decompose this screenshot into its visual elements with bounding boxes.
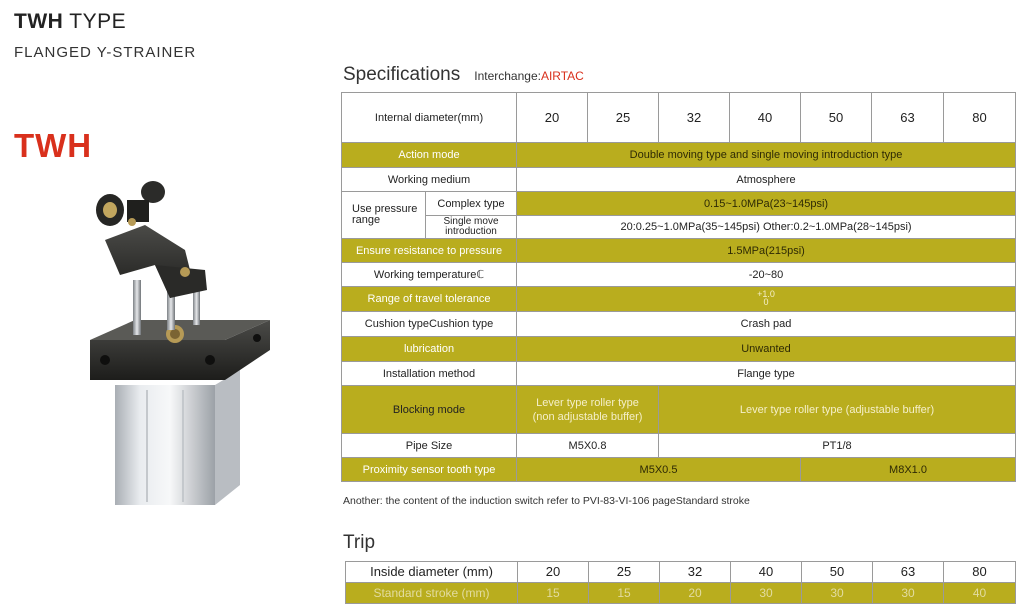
working-medium-row bbox=[342, 168, 1016, 192]
trip-table bbox=[345, 561, 1016, 604]
diameter-cell: 80 bbox=[944, 93, 1016, 143]
stroke-cell: 20 bbox=[660, 583, 731, 604]
installation-row bbox=[342, 362, 1016, 386]
pressure-single-row bbox=[342, 216, 1016, 239]
single-move-label: Single move introduction bbox=[426, 216, 517, 239]
row-label: Working temperatureℂ bbox=[342, 263, 517, 287]
model-subtitle: FLANGED Y-STRAINER bbox=[14, 44, 197, 61]
row-label: lubrication bbox=[342, 337, 517, 362]
induction-switch-note: Another: the content of the induction switch refer to PVI-83-VI-106 pageStandard stroke bbox=[343, 495, 750, 507]
stroke-cell: 30 bbox=[731, 583, 802, 604]
row-label: Action mode bbox=[342, 143, 517, 168]
interchange-label: Interchange: bbox=[474, 69, 541, 83]
row-value: Atmosphere bbox=[517, 168, 1016, 192]
diameter-cell: 25 bbox=[588, 93, 659, 143]
pressure-complex-row bbox=[342, 192, 1016, 216]
travel-tolerance-row bbox=[342, 287, 1016, 312]
row-label: Proximity sensor tooth type bbox=[342, 458, 517, 482]
row-value: Unwanted bbox=[517, 337, 1016, 362]
stroke-cell: 30 bbox=[802, 583, 873, 604]
pipe-size-row bbox=[342, 434, 1016, 458]
diameter-cell: 20 bbox=[517, 93, 588, 143]
diameter-cell: 63 bbox=[873, 562, 944, 583]
complex-type-label: Complex type bbox=[426, 192, 517, 216]
row-label: Pipe Size bbox=[342, 434, 517, 458]
row-label: Internal diameter(mm) bbox=[342, 93, 517, 143]
blocking-mode-row bbox=[342, 386, 1016, 434]
row-label: Cushion typeCushion type bbox=[342, 312, 517, 337]
interchange-note bbox=[474, 69, 584, 83]
pipe-size-cell: PT1/8 bbox=[659, 434, 1016, 458]
diameter-cell: 50 bbox=[801, 93, 872, 143]
tolerance-lower: 0 bbox=[763, 297, 769, 307]
tolerance-values bbox=[757, 290, 775, 306]
pipe-size-cell: M5X0.8 bbox=[517, 434, 659, 458]
standard-stroke-row bbox=[346, 583, 1016, 604]
twh-clamp-cylinder-photo bbox=[75, 180, 290, 520]
diameter-cell: 50 bbox=[802, 562, 873, 583]
specifications-title: Specifications bbox=[343, 64, 461, 85]
internal-diameter-row bbox=[342, 93, 1016, 143]
row-label: Ensure resistance to pressure bbox=[342, 239, 517, 263]
tolerance-upper: +1.0 bbox=[757, 289, 775, 299]
row-value: 1.5MPa(215psi) bbox=[517, 239, 1016, 263]
use-pressure-label: Use pressure range bbox=[342, 192, 426, 239]
row-label: Range of travel tolerance bbox=[342, 287, 517, 312]
brand-large-code: TWH bbox=[14, 127, 93, 164]
row-value: Crash pad bbox=[517, 312, 1016, 337]
interchange-value: AIRTAC bbox=[540, 69, 584, 83]
lubrication-row bbox=[342, 337, 1016, 362]
inside-diameter-row bbox=[346, 562, 1016, 583]
trip-heading: Trip bbox=[343, 532, 376, 553]
proximity-cell: M8X1.0 bbox=[801, 458, 1016, 482]
stroke-cell: 40 bbox=[944, 583, 1016, 604]
model-title bbox=[14, 10, 196, 34]
single-move-value: 20:0.25~1.0MPa(35~145psi) Other:0.2~1.0MPa(28~145psi) bbox=[517, 216, 1016, 239]
diameter-cell: 32 bbox=[660, 562, 731, 583]
row-label: Installation method bbox=[342, 362, 517, 386]
specifications-heading bbox=[343, 64, 584, 86]
stroke-cell: 15 bbox=[589, 583, 660, 604]
blocking-adjustable: Lever type roller type (adjustable buffer) bbox=[659, 386, 1016, 434]
diameter-cell: 25 bbox=[589, 562, 660, 583]
diameter-cell: 40 bbox=[730, 93, 801, 143]
model-type-word: TYPE bbox=[69, 10, 127, 33]
diameter-cell: 40 bbox=[731, 562, 802, 583]
row-label: Inside diameter (mm) bbox=[346, 562, 518, 583]
row-label: Standard stroke (mm) bbox=[346, 583, 518, 604]
diameter-cell: 32 bbox=[659, 93, 730, 143]
proximity-row bbox=[342, 458, 1016, 482]
diameter-cell: 80 bbox=[944, 562, 1016, 583]
diameter-cell: 20 bbox=[518, 562, 589, 583]
row-value bbox=[517, 287, 1016, 312]
row-value: Flange type bbox=[517, 362, 1016, 386]
stroke-cell: 30 bbox=[873, 583, 944, 604]
cushion-row bbox=[342, 312, 1016, 337]
blocking-non-adjustable: Lever type roller type (non adjustable buffer) bbox=[517, 386, 659, 434]
model-code: TWH bbox=[14, 10, 64, 33]
row-label: Working medium bbox=[342, 168, 517, 192]
proximity-cell: M5X0.5 bbox=[517, 458, 801, 482]
diameter-cell: 63 bbox=[872, 93, 944, 143]
action-mode-row bbox=[342, 143, 1016, 168]
page-header bbox=[14, 10, 196, 61]
row-value: Double moving type and single moving introduction type bbox=[517, 143, 1016, 168]
temperature-row bbox=[342, 263, 1016, 287]
specifications-table bbox=[341, 92, 1016, 482]
row-label: Blocking mode bbox=[342, 386, 517, 434]
complex-type-value: 0.15~1.0MPa(23~145psi) bbox=[517, 192, 1016, 216]
row-value: -20~80 bbox=[517, 263, 1016, 287]
stroke-cell: 15 bbox=[518, 583, 589, 604]
pressure-resistance-row bbox=[342, 239, 1016, 263]
